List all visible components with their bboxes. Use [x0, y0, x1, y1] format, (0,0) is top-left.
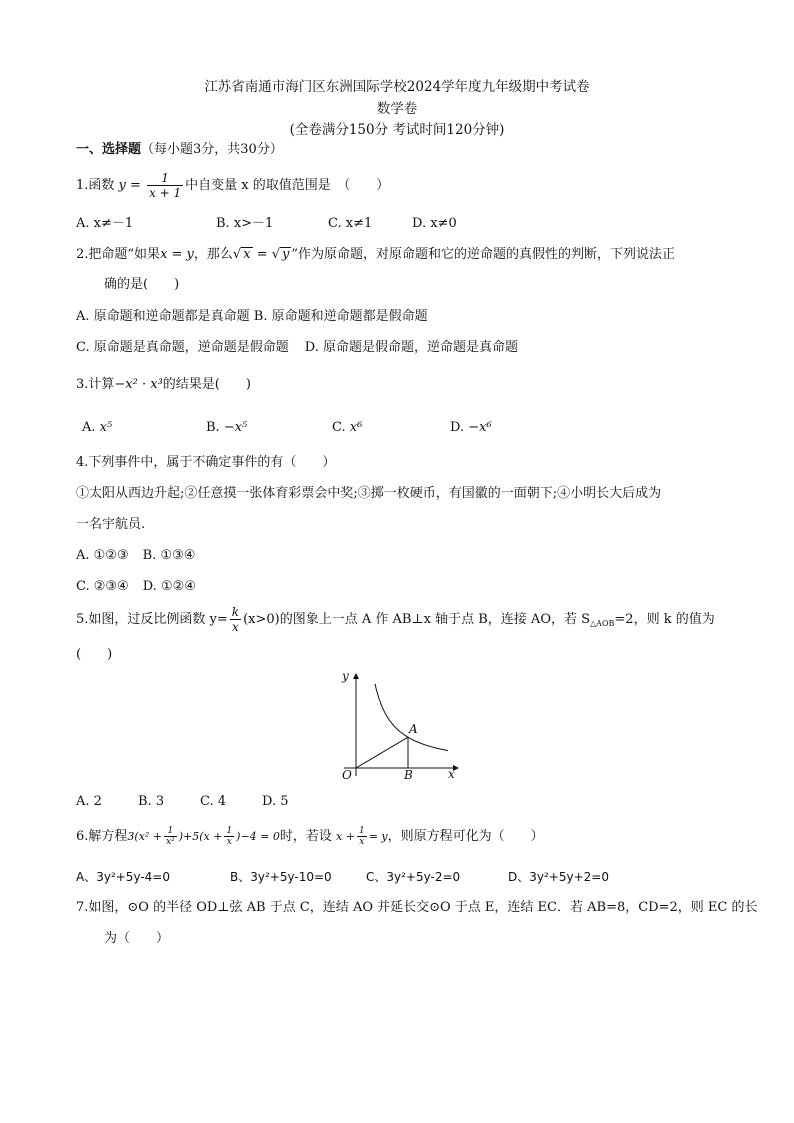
- q1-fraction: $\frac{1}{x + 1}$: [149, 171, 182, 200]
- q3-option-d: D. −x⁶: [450, 420, 492, 435]
- question-7: 7.如图，⊙O 的半径 OD⊥弦 AB 于点 C，连结 AO 并延长交⊙O 于点 E，连结 EC．若 AB=8，CD=2，则 EC 的长: [76, 900, 758, 915]
- section-note: （每小题3分，共30分）: [141, 142, 283, 157]
- q3-stem-post: 的结果是( ): [162, 377, 251, 392]
- section-heading: [76, 141, 283, 159]
- q5-stem-line2: ( ): [76, 647, 113, 662]
- q6-option-c: C、3y²+5y-2=0: [366, 870, 461, 884]
- q6-option-d: D、3y²+5y+2=0: [508, 870, 609, 884]
- q1-stem-pre: 1.函数: [76, 178, 115, 193]
- q2-options-cd: [76, 339, 518, 357]
- q4-events-line1: ①太阳从西边升起;②任意摸一张体育彩票会中奖;③掷一枚硬币，有国徽的一面朝下;④小明长大后成为: [76, 486, 662, 501]
- label-y: y: [342, 669, 349, 683]
- q1-option-b: B. x>－1: [216, 216, 274, 231]
- exam-subject: 数学卷: [376, 101, 418, 117]
- q2-option-a: A. 原命题和逆命题都是真命题: [76, 309, 250, 324]
- hyperbola-curve: [375, 684, 448, 751]
- label-x: x: [448, 767, 455, 781]
- q6-stem-mid: 时，若设: [279, 829, 332, 844]
- exam-info: (全卷满分150分 考试时间120分钟): [289, 122, 505, 138]
- q5-stem-pre: 5.如图，过反比例函数 y=: [76, 612, 228, 627]
- q5-fraction: $\frac{k}{x}$: [231, 605, 240, 634]
- q2-sqrt-y: √ y: [271, 247, 290, 262]
- segment-ao: [356, 737, 408, 768]
- q4-option-b: B. ①③④: [142, 548, 196, 563]
- q6-frac3: $\frac{1}{x}$: [358, 826, 365, 847]
- q4-option-a: A. ①②③: [76, 548, 129, 563]
- question-5: [76, 604, 715, 636]
- section-title: 一、选择题: [76, 142, 142, 157]
- q2-options-ab: [76, 308, 428, 326]
- q1-option-a: A. x≠－1: [76, 216, 134, 231]
- q5-option-b: B. 3: [138, 794, 165, 809]
- q3-stem-pre: 3.计算: [76, 377, 115, 392]
- label-o: O: [342, 768, 352, 782]
- q2-mid: ，那么: [193, 247, 233, 262]
- q6-option-a: A、3y²+5y-4=0: [76, 870, 170, 884]
- q1-stem-post: 中自变量 x 的取值范围是 （ ）: [185, 178, 390, 193]
- q4-options-ab: [76, 547, 195, 565]
- q1-fn-y: y =: [118, 178, 141, 193]
- question-2: [76, 246, 675, 264]
- q3-expression: −x² · x³: [114, 377, 163, 392]
- q1-option-d: D. x≠0: [412, 216, 457, 231]
- q4-events-line2: 一名宇航员.: [76, 517, 146, 532]
- question-6: 6.解方程3(x² + $\frac{1}{\text{x²}}$ )+5(x + $\frac{1}{x}$ )−4 = 0时，若设 x + $\frac{1}{x}$ = y，则原方程可化为（ ）: [76, 826, 544, 847]
- exam-title: 江苏省南通市海门区东洲国际学校2024学年度九年级期中考试卷: [204, 79, 590, 95]
- q4-option-d: D. ①②④: [142, 579, 196, 594]
- q3-option-c: C. x⁶: [332, 420, 363, 435]
- q4-option-c: C. ②③④: [76, 579, 129, 594]
- q6-frac2: $\frac{1}{x}$: [226, 826, 233, 847]
- q5-option-c: C. 4: [200, 794, 227, 809]
- q2-stem-pre: 2.把命题“如果: [76, 247, 161, 262]
- q2-condition: x = y: [160, 247, 194, 262]
- q6-frac1: $\frac{1}{\text{x²}}$: [166, 826, 175, 847]
- question-3: [76, 376, 251, 394]
- label-a: A: [409, 722, 418, 737]
- q2-eq: =: [256, 247, 268, 262]
- question-4: 4.下列事件中，属于不确定事件的有（ ）: [76, 455, 336, 470]
- q5-option-a: A. 2: [76, 794, 102, 809]
- q2-stem-post: ”作为原命题，对原命题和它的逆命题的真假性的判断，下列说法正: [291, 247, 676, 262]
- q7-stem-line2: 为（ ）: [104, 931, 170, 946]
- q5-option-d: D. 5: [262, 794, 289, 809]
- q6-stem-post: ，则原方程可化为（ ）: [387, 829, 544, 844]
- q2-option-c: C. 原命题是真命题，逆命题是假命题: [76, 340, 289, 355]
- q5-stem-post: =2，则 k 的值为: [614, 612, 715, 627]
- q5-area-sub: △AOB: [590, 619, 615, 628]
- q5-figure: [330, 666, 470, 782]
- q2-sqrt-x: √ x: [232, 247, 251, 262]
- q5-stem-mid: (x>0)的图象上一点 A 作 AB⊥x 轴于点 B，连接 AO，若 S: [243, 612, 591, 627]
- q3-option-b: B. −x⁵: [206, 420, 248, 435]
- q2-option-d: D. 原命题是假命题，逆命题是真命题: [304, 340, 518, 355]
- q6-option-b: B、3y²+5y-10=0: [230, 870, 332, 884]
- question-1: [76, 170, 389, 202]
- label-b: B: [404, 768, 413, 782]
- q2-option-b: B. 原命题和逆命题都是假命题: [253, 309, 428, 324]
- q6-stem-pre: 6.解方程: [76, 829, 128, 844]
- q2-stem-line2: 确的是( ): [104, 277, 180, 292]
- q3-option-a: A. x⁵: [82, 420, 113, 435]
- q1-option-c: C. x≠1: [328, 216, 373, 231]
- q4-options-cd: [76, 578, 196, 596]
